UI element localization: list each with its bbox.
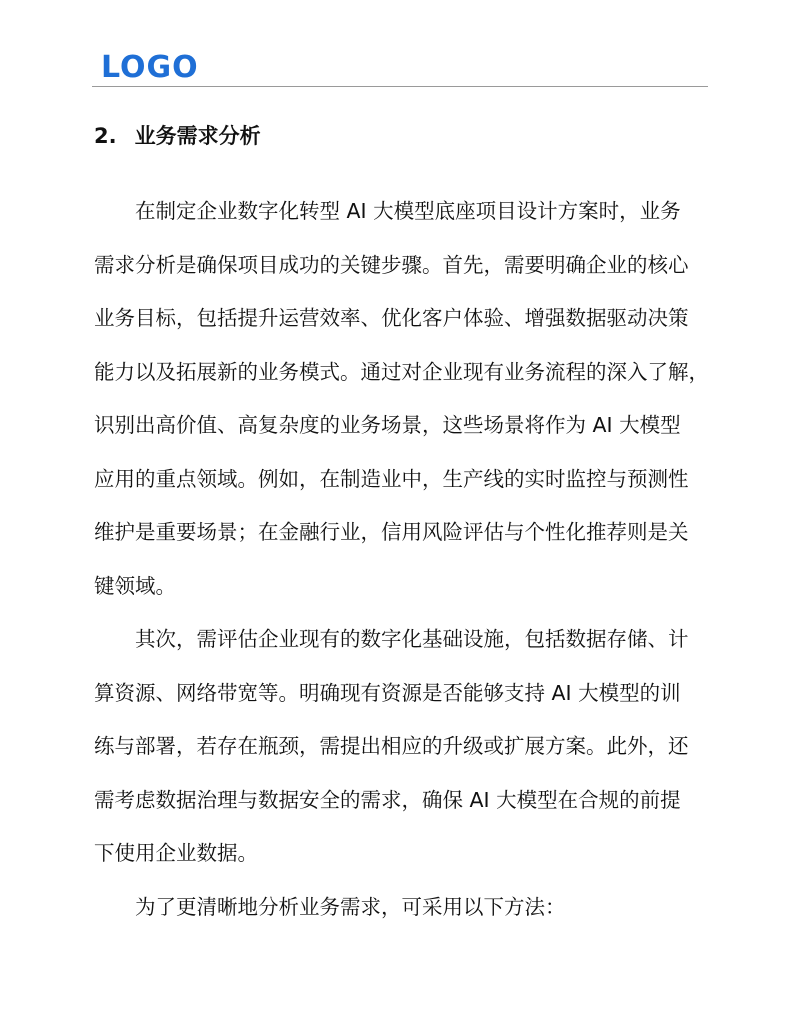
paragraph-line: 在制定企业数字化转型 AI 大模型底座项目设计方案时，业务 bbox=[135, 199, 681, 223]
paragraph-line: 维护是重要场景；在金融行业，信用风险评估与个性化推荐则是关 bbox=[94, 520, 689, 544]
paragraph-line: 为了更清晰地分析业务需求，可采用以下方法： bbox=[135, 894, 566, 919]
paragraph-line: 练与部署，若存在瓶颈，需提出相应的升级或扩展方案。此外，还 bbox=[94, 734, 689, 758]
paragraph-line: 下使用企业数据。 bbox=[94, 841, 258, 865]
paragraph-line: 识别出高价值、高复杂度的业务场景，这些场景将作为 AI 大模型 bbox=[94, 413, 681, 437]
paragraph-line: 需考虑数据治理与数据安全的需求，确保 AI 大模型在合规的前提 bbox=[94, 787, 681, 812]
section-number: 2. bbox=[94, 124, 117, 148]
header-divider bbox=[92, 86, 708, 87]
paragraph-line: 键领域。 bbox=[94, 573, 176, 598]
section-heading bbox=[94, 122, 261, 150]
paragraph-line: 能力以及拓展新的业务模式。通过对企业现有业务流程的深入了解， bbox=[94, 359, 709, 384]
section-title: 业务需求分析 bbox=[134, 124, 261, 148]
logo: LOGO bbox=[101, 50, 199, 85]
paragraph-line: 应用的重点领域。例如，在制造业中，生产线的实时监控与预测性 bbox=[94, 466, 689, 491]
paragraph-line: 算资源、网络带宽等。明确现有资源是否能够支持 AI 大模型的训 bbox=[94, 680, 681, 705]
paragraph-line: 其次，需评估企业现有的数字化基础设施，包括数据存储、计 bbox=[135, 627, 689, 651]
paragraph-line: 业务目标，包括提升运营效率、优化客户体验、增强数据驱动决策 bbox=[94, 306, 689, 330]
body-text bbox=[94, 185, 712, 934]
paragraph-line: 需求分析是确保项目成功的关键步骤。首先，需要明确企业的核心 bbox=[94, 252, 689, 277]
